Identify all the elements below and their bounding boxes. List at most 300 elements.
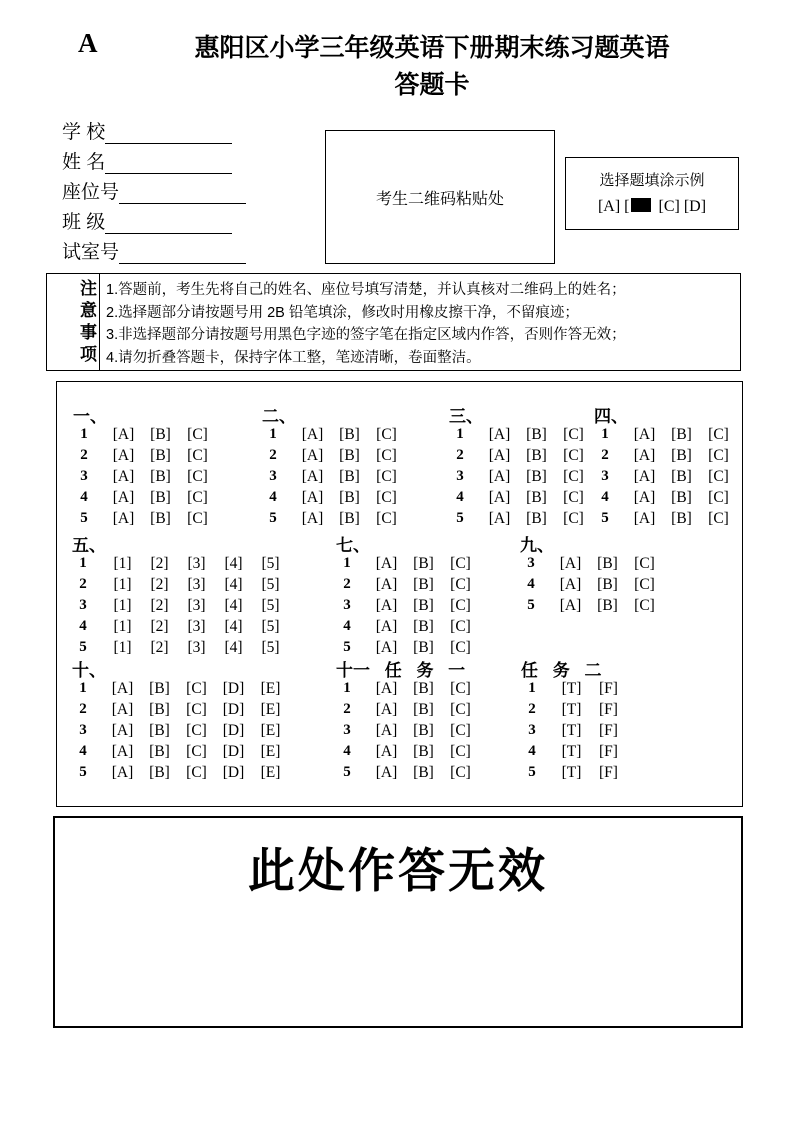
- title-block: [72, 30, 792, 104]
- answer-bubble[interactable]: [4]: [224, 596, 243, 614]
- answer-bubble[interactable]: [F]: [599, 700, 618, 718]
- answer-row: [519, 762, 627, 783]
- answer-bubble[interactable]: [T]: [561, 679, 582, 697]
- answer-bubble[interactable]: [A]: [633, 488, 656, 506]
- answer-bubble[interactable]: [B]: [413, 617, 434, 635]
- answer-bubble[interactable]: [E]: [260, 742, 281, 760]
- version-label: A: [78, 28, 98, 58]
- option-group: [294, 468, 405, 486]
- field-write-line[interactable]: [119, 179, 246, 204]
- answer-bubble[interactable]: [C]: [187, 425, 208, 443]
- answer-bubble[interactable]: [A]: [112, 446, 135, 464]
- field-label: 座位号: [62, 182, 120, 203]
- answer-row: [447, 508, 592, 529]
- answer-section: [260, 402, 405, 529]
- answer-bubble[interactable]: [D]: [222, 721, 245, 739]
- question-number: 4: [343, 618, 351, 634]
- answer-row: [334, 678, 479, 699]
- answer-bubble[interactable]: [A]: [375, 617, 398, 635]
- question-number: 2: [79, 701, 87, 717]
- option-group: [104, 701, 289, 719]
- option-group: [626, 510, 737, 528]
- answer-bubble[interactable]: [C]: [634, 554, 655, 572]
- answer-bubble[interactable]: [3]: [187, 554, 206, 572]
- answer-row: [447, 424, 592, 445]
- answer-bubble[interactable]: [A]: [633, 446, 656, 464]
- answer-row: [70, 553, 289, 574]
- answer-bubble[interactable]: [C]: [187, 446, 208, 464]
- option-group: [368, 764, 479, 782]
- option-group: [294, 426, 405, 444]
- option-group: [553, 764, 627, 782]
- answer-bubble[interactable]: [A]: [559, 554, 582, 572]
- answer-section: [592, 402, 737, 529]
- answer-row: [260, 466, 405, 487]
- answer-bubble[interactable]: [C]: [450, 742, 471, 760]
- answer-bubble[interactable]: [B]: [526, 467, 547, 485]
- answer-bubble[interactable]: [F]: [599, 763, 618, 781]
- answer-bubble[interactable]: [A]: [488, 425, 511, 443]
- answer-row: [70, 678, 289, 699]
- answer-row: [71, 424, 216, 445]
- answer-bubble[interactable]: [4]: [224, 638, 243, 656]
- answer-row: [334, 553, 479, 574]
- answer-bubble[interactable]: [B]: [597, 575, 618, 593]
- answer-bubble[interactable]: [C]: [376, 425, 397, 443]
- answer-row: [260, 445, 405, 466]
- answer-bubble[interactable]: [A]: [111, 742, 134, 760]
- answer-row: [70, 720, 289, 741]
- answer-bubble[interactable]: [C]: [708, 467, 729, 485]
- answer-bubble[interactable]: [C]: [450, 554, 471, 572]
- answer-bubble[interactable]: [A]: [301, 425, 324, 443]
- question-number: 2: [456, 447, 464, 463]
- answer-bubble[interactable]: [A]: [375, 742, 398, 760]
- answer-bubble[interactable]: [1]: [113, 575, 132, 593]
- answer-row: [334, 762, 479, 783]
- answer-bubble[interactable]: [3]: [187, 617, 206, 635]
- answer-bubble[interactable]: [C]: [708, 488, 729, 506]
- answer-bubble[interactable]: [A]: [112, 488, 135, 506]
- option-group: [626, 489, 737, 507]
- notice-items: [100, 274, 740, 370]
- answer-bubble[interactable]: [B]: [413, 700, 434, 718]
- answer-bubble[interactable]: [B]: [413, 721, 434, 739]
- answer-bubble[interactable]: [T]: [561, 721, 582, 739]
- answer-bubble[interactable]: [A]: [375, 721, 398, 739]
- question-number: 5: [79, 764, 87, 780]
- option-group: [481, 489, 592, 507]
- question-number: 1: [80, 426, 88, 442]
- option-group: [626, 447, 737, 465]
- answer-bubble[interactable]: [B]: [149, 679, 170, 697]
- notice-side-char: 项: [80, 345, 97, 364]
- answer-bubble[interactable]: [B]: [413, 763, 434, 781]
- answer-bubble[interactable]: [A]: [375, 575, 398, 593]
- answer-bubble[interactable]: [B]: [339, 467, 360, 485]
- answer-bubble[interactable]: [1]: [113, 554, 132, 572]
- fill-example-line: [566, 198, 738, 216]
- option-group: [553, 722, 627, 740]
- section-title: 四、: [594, 407, 628, 426]
- answer-bubble[interactable]: [B]: [413, 638, 434, 656]
- question-number: 3: [269, 468, 277, 484]
- answer-bubble[interactable]: [A]: [301, 488, 324, 506]
- answer-section: [334, 656, 479, 783]
- answer-bubble[interactable]: [4]: [224, 575, 243, 593]
- question-number: 3: [80, 468, 88, 484]
- answer-bubble[interactable]: [4]: [224, 554, 243, 572]
- answer-bubble[interactable]: [C]: [450, 617, 471, 635]
- answer-bubble[interactable]: [B]: [413, 742, 434, 760]
- answer-bubble[interactable]: [B]: [150, 446, 171, 464]
- question-number: 3: [456, 468, 464, 484]
- answer-bubble[interactable]: [F]: [599, 679, 618, 697]
- answer-bubble[interactable]: [5]: [261, 638, 280, 656]
- answer-bubble[interactable]: [C]: [563, 488, 584, 506]
- answer-bubble[interactable]: [A]: [633, 425, 656, 443]
- answer-bubble[interactable]: [A]: [111, 721, 134, 739]
- answer-row: [334, 699, 479, 720]
- answer-bubble[interactable]: [A]: [375, 700, 398, 718]
- answer-row: [447, 445, 592, 466]
- field-label: 姓 名: [62, 152, 106, 173]
- question-number: 3: [343, 722, 351, 738]
- answer-bubble[interactable]: [C]: [376, 509, 397, 527]
- answer-bubble[interactable]: [C]: [563, 425, 584, 443]
- answer-bubble[interactable]: [A]: [301, 467, 324, 485]
- answer-bubble[interactable]: [C]: [186, 763, 207, 781]
- option-group: [553, 743, 627, 761]
- qr-paste-box: [325, 130, 555, 264]
- option-group: [368, 722, 479, 740]
- question-number: 4: [80, 489, 88, 505]
- option-group: [105, 426, 216, 444]
- answer-bubble[interactable]: [1]: [113, 596, 132, 614]
- answer-bubble[interactable]: [A]: [375, 638, 398, 656]
- answer-row: [260, 487, 405, 508]
- option-group: [481, 447, 592, 465]
- fill-example-title: 选择题填涂示例: [599, 172, 705, 189]
- answer-bubble[interactable]: [B]: [671, 425, 692, 443]
- section-title: 九、: [520, 536, 554, 555]
- answer-bubble[interactable]: [C]: [450, 575, 471, 593]
- answer-bubble[interactable]: [B]: [150, 467, 171, 485]
- answer-row: [519, 741, 627, 762]
- answer-bubble[interactable]: [5]: [261, 617, 280, 635]
- answer-row: [70, 637, 289, 658]
- answer-bubble[interactable]: [F]: [599, 721, 618, 739]
- answer-bubble[interactable]: [5]: [261, 596, 280, 614]
- option-group: [104, 618, 289, 636]
- answer-bubble[interactable]: [D]: [222, 742, 245, 760]
- answer-bubble[interactable]: [A]: [375, 554, 398, 572]
- answer-bubble[interactable]: [B]: [149, 742, 170, 760]
- answer-bubble[interactable]: [A]: [112, 509, 135, 527]
- answer-bubble[interactable]: [5]: [261, 575, 280, 593]
- option-group: [368, 680, 479, 698]
- question-number: 2: [343, 576, 351, 592]
- question-number: 2: [80, 447, 88, 463]
- option-group: [105, 447, 216, 465]
- question-number: 4: [343, 743, 351, 759]
- question-number: 2: [79, 576, 87, 592]
- qr-box-label: 考生二维码粘贴处: [375, 190, 504, 208]
- question-number: 1: [456, 426, 464, 442]
- answer-section: [447, 402, 592, 529]
- answer-bubble[interactable]: [C]: [563, 509, 584, 527]
- field-write-line[interactable]: [105, 149, 232, 174]
- option-group: [368, 618, 479, 636]
- answer-row: [71, 445, 216, 466]
- answer-bubble[interactable]: [B]: [150, 425, 171, 443]
- example-suffix: [C] [D]: [654, 198, 707, 215]
- answer-bubble[interactable]: [A]: [111, 679, 134, 697]
- option-group: [552, 555, 663, 573]
- fill-example-box: [565, 157, 739, 230]
- answer-bubble[interactable]: [B]: [413, 679, 434, 697]
- answer-bubble[interactable]: [C]: [450, 763, 471, 781]
- answer-row: [334, 741, 479, 762]
- answer-bubble[interactable]: [C]: [186, 742, 207, 760]
- notice-item: 3.非选择题部分请按题号用黑色字迹的签字笔在指定区域内作答，否则作答无效；: [106, 327, 626, 343]
- answer-bubble[interactable]: [A]: [633, 509, 656, 527]
- answer-bubble[interactable]: [5]: [261, 554, 280, 572]
- answer-bubble[interactable]: [C]: [376, 467, 397, 485]
- answer-bubble[interactable]: [C]: [634, 596, 655, 614]
- question-number: 4: [528, 743, 536, 759]
- option-group: [294, 489, 405, 507]
- question-number: 2: [528, 701, 536, 717]
- answer-bubble[interactable]: [A]: [301, 509, 324, 527]
- answer-bubble[interactable]: [A]: [112, 425, 135, 443]
- notice-side-label: [47, 274, 100, 370]
- answer-bubble[interactable]: [D]: [222, 679, 245, 697]
- answer-bubble[interactable]: [2]: [150, 554, 169, 572]
- answer-bubble[interactable]: [C]: [187, 488, 208, 506]
- answer-bubble[interactable]: [E]: [260, 700, 281, 718]
- question-number: 3: [79, 722, 87, 738]
- answer-bubble[interactable]: [A]: [488, 467, 511, 485]
- page-title: 惠阳区小学三年级英语下册期末练习题英语: [194, 34, 670, 62]
- option-group: [368, 701, 479, 719]
- answer-bubble[interactable]: [A]: [375, 679, 398, 697]
- answer-bubble[interactable]: [A]: [488, 446, 511, 464]
- answer-bubble[interactable]: [C]: [634, 575, 655, 593]
- answer-row: [70, 699, 289, 720]
- answer-bubble[interactable]: [B]: [671, 446, 692, 464]
- option-group: [552, 576, 663, 594]
- answer-row: [260, 508, 405, 529]
- answer-bubble[interactable]: [2]: [150, 617, 169, 635]
- answer-bubble[interactable]: [T]: [561, 742, 582, 760]
- answer-bubble[interactable]: [A]: [488, 509, 511, 527]
- answer-row: [518, 574, 663, 595]
- option-group: [105, 489, 216, 507]
- answer-row: [71, 487, 216, 508]
- answer-bubble[interactable]: [D]: [222, 763, 245, 781]
- answer-bubble[interactable]: [C]: [187, 509, 208, 527]
- answer-bubble[interactable]: [B]: [526, 488, 547, 506]
- answer-row: [70, 741, 289, 762]
- option-group: [368, 576, 479, 594]
- answer-bubble[interactable]: [B]: [671, 509, 692, 527]
- answer-bubble[interactable]: [C]: [708, 425, 729, 443]
- answer-row: [592, 445, 737, 466]
- answer-bubble[interactable]: [A]: [488, 488, 511, 506]
- answer-bubble[interactable]: [3]: [187, 575, 206, 593]
- question-number: 1: [528, 680, 536, 696]
- answer-bubble[interactable]: [B]: [339, 488, 360, 506]
- question-number: 3: [79, 597, 87, 613]
- notice-item: 4.请勿折叠答题卡，保持字体工整，笔迹清晰，卷面整洁。: [106, 349, 481, 366]
- answer-bubble[interactable]: [2]: [150, 575, 169, 593]
- answer-bubble[interactable]: [C]: [708, 446, 729, 464]
- option-group: [104, 743, 289, 761]
- answer-bubble[interactable]: [B]: [413, 575, 434, 593]
- answer-row: [519, 720, 627, 741]
- answer-bubble[interactable]: [C]: [563, 467, 584, 485]
- answer-bubble[interactable]: [3]: [187, 596, 206, 614]
- answer-bubble[interactable]: [C]: [708, 509, 729, 527]
- answer-bubble[interactable]: [B]: [597, 596, 618, 614]
- answer-bubble[interactable]: [E]: [260, 763, 281, 781]
- answer-bubble[interactable]: [T]: [561, 700, 582, 718]
- answer-bubble[interactable]: [A]: [559, 596, 582, 614]
- student-info-row: [62, 204, 246, 234]
- option-group: [104, 722, 289, 740]
- section-title: 十一 任 务 一: [336, 661, 466, 680]
- option-group: [294, 447, 405, 465]
- question-number: 5: [79, 639, 87, 655]
- option-group: [368, 639, 479, 657]
- answer-bubble[interactable]: [C]: [376, 488, 397, 506]
- answer-bubble[interactable]: [B]: [149, 721, 170, 739]
- answer-bubble[interactable]: [C]: [186, 679, 207, 697]
- answer-bubble[interactable]: [3]: [187, 638, 206, 656]
- answer-bubble[interactable]: [C]: [450, 721, 471, 739]
- answer-bubble[interactable]: [B]: [150, 488, 171, 506]
- example-prefix: [A] [: [597, 198, 630, 215]
- question-number: 1: [79, 555, 87, 571]
- answer-bubble[interactable]: [B]: [149, 700, 170, 718]
- answer-bubble[interactable]: [C]: [563, 446, 584, 464]
- answer-bubble[interactable]: [2]: [150, 638, 169, 656]
- answer-bubble[interactable]: [E]: [260, 679, 281, 697]
- answer-bubble[interactable]: [C]: [187, 467, 208, 485]
- answer-bubble[interactable]: [B]: [597, 554, 618, 572]
- question-number: 5: [528, 764, 536, 780]
- section-title: 任 务 二: [521, 661, 602, 680]
- answer-bubble[interactable]: [1]: [113, 617, 132, 635]
- answer-bubble[interactable]: [B]: [413, 554, 434, 572]
- answer-bubble[interactable]: [C]: [450, 679, 471, 697]
- option-group: [368, 743, 479, 761]
- option-group: [104, 576, 289, 594]
- answer-bubble[interactable]: [D]: [222, 700, 245, 718]
- answer-bubble[interactable]: [F]: [599, 742, 618, 760]
- answer-bubble[interactable]: [B]: [339, 446, 360, 464]
- answer-bubble[interactable]: [A]: [112, 467, 135, 485]
- student-info-row: [62, 174, 246, 204]
- answer-bubble[interactable]: [A]: [375, 596, 398, 614]
- answer-bubble[interactable]: [B]: [150, 509, 171, 527]
- answer-bubble[interactable]: [B]: [339, 509, 360, 527]
- answer-bubble[interactable]: [C]: [450, 596, 471, 614]
- answer-row: [334, 637, 479, 658]
- field-label: 学 校: [62, 122, 106, 143]
- answer-bubble[interactable]: [1]: [113, 638, 132, 656]
- option-group: [104, 555, 289, 573]
- answer-bubble[interactable]: [A]: [301, 446, 324, 464]
- field-write-line[interactable]: [119, 239, 246, 264]
- field-write-line[interactable]: [105, 119, 232, 144]
- answer-row: [260, 424, 405, 445]
- answer-section: [70, 656, 289, 783]
- question-number: 5: [601, 510, 609, 526]
- option-group: [104, 639, 289, 657]
- answer-bubble[interactable]: [B]: [339, 425, 360, 443]
- answer-section: [71, 402, 216, 529]
- answer-grid: [56, 381, 743, 807]
- question-number: 5: [269, 510, 277, 526]
- answer-bubble[interactable]: [A]: [633, 467, 656, 485]
- answer-bubble[interactable]: [B]: [671, 488, 692, 506]
- answer-row: [447, 466, 592, 487]
- answer-bubble[interactable]: [C]: [376, 446, 397, 464]
- question-number: 4: [269, 489, 277, 505]
- answer-bubble[interactable]: [A]: [111, 700, 134, 718]
- question-number: 2: [601, 447, 609, 463]
- option-group: [481, 510, 592, 528]
- answer-section: [518, 531, 663, 616]
- answer-bubble[interactable]: [A]: [111, 763, 134, 781]
- answer-bubble[interactable]: [B]: [149, 763, 170, 781]
- answer-section: [334, 531, 479, 658]
- answer-bubble[interactable]: [E]: [260, 721, 281, 739]
- answer-bubble[interactable]: [B]: [526, 446, 547, 464]
- field-write-line[interactable]: [105, 209, 232, 234]
- option-group: [553, 680, 627, 698]
- answer-bubble[interactable]: [B]: [413, 596, 434, 614]
- answer-bubble[interactable]: [A]: [559, 575, 582, 593]
- answer-bubble[interactable]: [B]: [526, 509, 547, 527]
- answer-bubble[interactable]: [B]: [526, 425, 547, 443]
- student-info-row: [62, 144, 246, 174]
- answer-bubble[interactable]: [T]: [561, 763, 582, 781]
- student-info-row: [62, 114, 246, 144]
- answer-bubble[interactable]: [A]: [375, 763, 398, 781]
- answer-bubble[interactable]: [C]: [450, 700, 471, 718]
- answer-bubble[interactable]: [C]: [450, 638, 471, 656]
- answer-bubble[interactable]: [4]: [224, 617, 243, 635]
- section-title: 三、: [449, 407, 483, 426]
- answer-bubble[interactable]: [2]: [150, 596, 169, 614]
- section-title: 五、: [72, 536, 106, 555]
- student-info-row: [62, 234, 246, 264]
- option-group: [481, 426, 592, 444]
- answer-bubble[interactable]: [C]: [186, 721, 207, 739]
- question-number: 5: [343, 764, 351, 780]
- section-title: 一、: [73, 407, 107, 426]
- question-number: 3: [601, 468, 609, 484]
- notice-side-char: 意: [80, 301, 97, 320]
- answer-bubble[interactable]: [C]: [186, 700, 207, 718]
- option-group: [552, 597, 663, 615]
- answer-row: [519, 678, 627, 699]
- answer-bubble[interactable]: [B]: [671, 467, 692, 485]
- question-number: 5: [527, 597, 535, 613]
